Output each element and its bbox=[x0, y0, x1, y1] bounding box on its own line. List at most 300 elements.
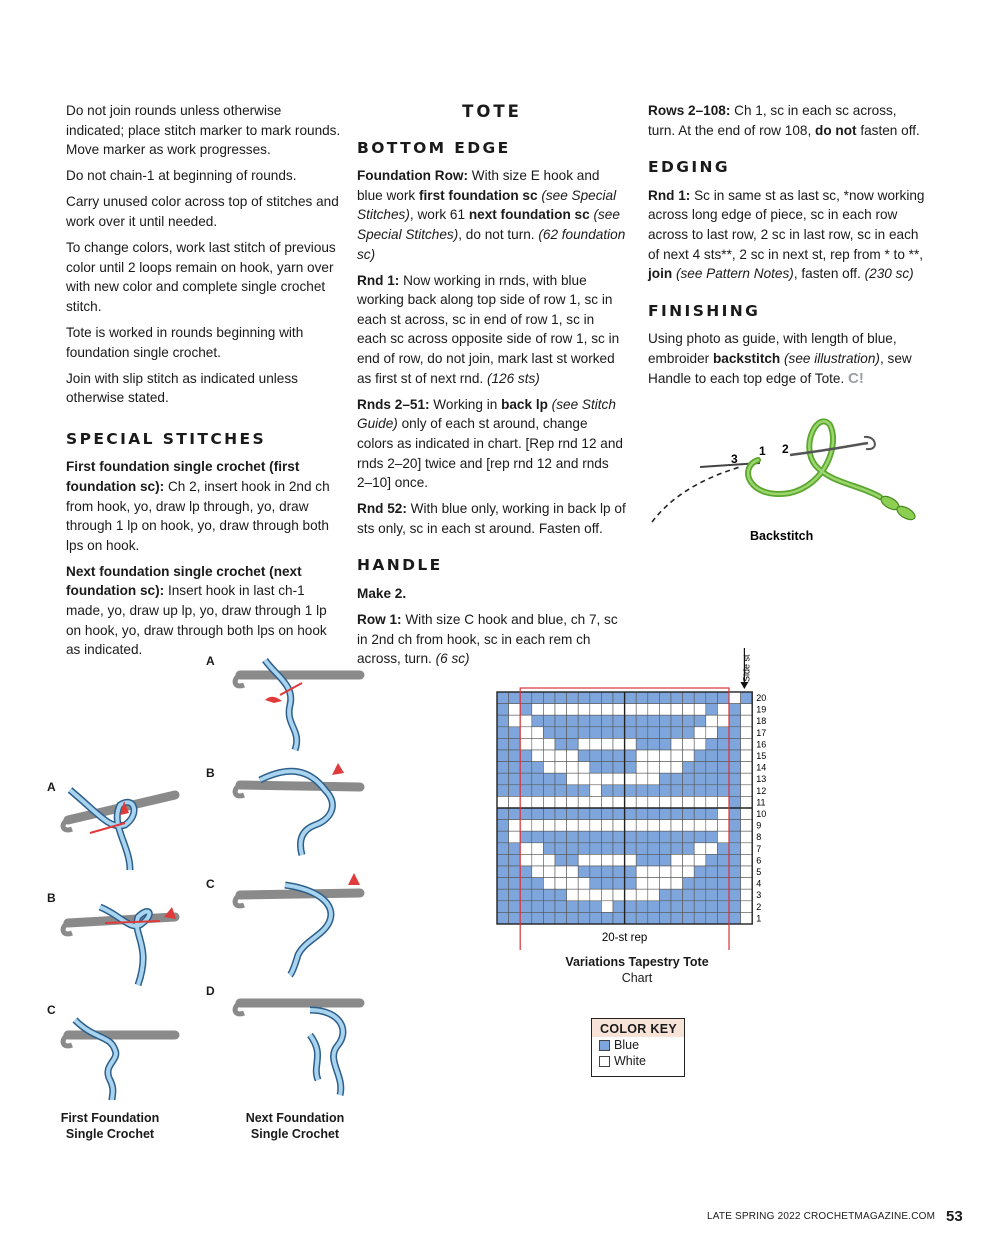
white-swatch bbox=[599, 1056, 610, 1067]
chart-cell bbox=[555, 750, 567, 762]
rows-2-108-instruction bbox=[648, 101, 926, 140]
chart-cell bbox=[625, 820, 637, 832]
chart-cell bbox=[636, 843, 648, 855]
chart-cell bbox=[741, 866, 753, 878]
chart-cell bbox=[509, 796, 521, 808]
special-stitches-heading: SPECIAL STITCHES bbox=[66, 429, 267, 448]
side-st-label: Side st bbox=[741, 654, 752, 682]
text-run: do not bbox=[815, 122, 857, 138]
chart-cell bbox=[613, 727, 625, 739]
chart-cell bbox=[671, 715, 683, 727]
text-run: (62 foundation sc) bbox=[357, 226, 626, 262]
chart-cell bbox=[659, 727, 671, 739]
round-52-term: Rnd 52: bbox=[357, 501, 407, 517]
chart-cell bbox=[578, 773, 590, 785]
chart-cell bbox=[555, 889, 567, 901]
chart-cell bbox=[729, 773, 741, 785]
chart-cell bbox=[741, 843, 753, 855]
chart-cell bbox=[543, 808, 555, 820]
chart-cell bbox=[497, 889, 509, 901]
chart-cell bbox=[497, 796, 509, 808]
row-number: 20 bbox=[756, 693, 767, 703]
chart-cell bbox=[706, 727, 718, 739]
chart-cell bbox=[509, 912, 521, 924]
chart-cell bbox=[717, 762, 729, 774]
chart-cell bbox=[706, 854, 718, 866]
chart-cell bbox=[601, 727, 613, 739]
chart-cell bbox=[613, 866, 625, 878]
chart-cell bbox=[683, 843, 695, 855]
chart-cell bbox=[694, 831, 706, 843]
chart-cell bbox=[555, 866, 567, 878]
row-number: 6 bbox=[756, 855, 762, 866]
chart-cell bbox=[497, 738, 509, 750]
chart-cell bbox=[613, 808, 625, 820]
chart-cell bbox=[648, 808, 660, 820]
chart-cell bbox=[497, 912, 509, 924]
note-carry-color: Carry unused color across top of stitches and work over it until needed. bbox=[66, 194, 339, 229]
round-52-instruction bbox=[357, 499, 627, 538]
chart-cell bbox=[520, 715, 532, 727]
chart-cell bbox=[578, 854, 590, 866]
chart-cell bbox=[741, 808, 753, 820]
chart-cell bbox=[671, 738, 683, 750]
chart-cell bbox=[555, 796, 567, 808]
handle-heading: HANDLE bbox=[357, 556, 443, 575]
chart-cell bbox=[671, 704, 683, 716]
chart-cell bbox=[671, 889, 683, 901]
chart-cell bbox=[648, 854, 660, 866]
backstitch-point-1: 1 bbox=[759, 444, 766, 458]
chart-cell bbox=[578, 692, 590, 704]
chart-cell bbox=[717, 773, 729, 785]
chart-cell bbox=[683, 785, 695, 797]
chart-cell bbox=[567, 866, 579, 878]
chart-cell bbox=[729, 692, 741, 704]
chart-cell bbox=[590, 796, 602, 808]
chart-cell bbox=[567, 831, 579, 843]
chart-cell bbox=[590, 912, 602, 924]
step-label: A bbox=[47, 780, 56, 794]
white-label: White bbox=[614, 1054, 646, 1068]
chart-cell bbox=[706, 808, 718, 820]
chart-cell bbox=[567, 785, 579, 797]
chart-cell bbox=[555, 912, 567, 924]
text-run: back lp bbox=[501, 396, 548, 412]
chart-cell bbox=[683, 704, 695, 716]
chart-cell bbox=[694, 704, 706, 716]
backstitch-point-2: 2 bbox=[782, 442, 789, 456]
next-foundation-caption bbox=[225, 1110, 365, 1142]
side-st-arrowhead bbox=[740, 682, 748, 689]
chart-cell bbox=[659, 866, 671, 878]
chart-cell bbox=[729, 831, 741, 843]
text-run: Sc in same st as last sc, *now working across long edge of piece, sc in each row across to last row, 2 sc in last row, sc in each of next 4 sts**, 2 sc in next st, rep from * to **, bbox=[648, 187, 925, 262]
chart-cell bbox=[590, 831, 602, 843]
chart-cell bbox=[625, 854, 637, 866]
chart-cell bbox=[729, 704, 741, 716]
chart-cell bbox=[578, 750, 590, 762]
chart-cell bbox=[741, 738, 753, 750]
step-label: D bbox=[206, 984, 215, 998]
text-run: With size E hook and blue work bbox=[357, 168, 600, 203]
chart-cell bbox=[636, 692, 648, 704]
chart-cell bbox=[625, 808, 637, 820]
chart-cell bbox=[625, 912, 637, 924]
chart-cell bbox=[590, 692, 602, 704]
rows-term: Rows 2–108: bbox=[648, 103, 731, 118]
caption-line: Single Crochet bbox=[65, 1127, 155, 1141]
chart-cell bbox=[532, 843, 544, 855]
red-arrow bbox=[265, 697, 282, 703]
chart-cell bbox=[520, 750, 532, 762]
chart-cell bbox=[601, 796, 613, 808]
chart-cell bbox=[578, 738, 590, 750]
chart-cell bbox=[648, 727, 660, 739]
chart-cell bbox=[578, 762, 590, 774]
chart-cell bbox=[509, 808, 521, 820]
chart-cell bbox=[706, 866, 718, 878]
chart-cell bbox=[671, 820, 683, 832]
foundation-row-instruction bbox=[357, 166, 627, 264]
chart-cell bbox=[543, 854, 555, 866]
chart-cell bbox=[613, 692, 625, 704]
chart-cell bbox=[509, 750, 521, 762]
chart-cell bbox=[567, 762, 579, 774]
chart-cell bbox=[625, 843, 637, 855]
chart-cell bbox=[497, 843, 509, 855]
chart-cell bbox=[601, 854, 613, 866]
page-number: 53 bbox=[946, 1208, 963, 1225]
chart-cell bbox=[636, 889, 648, 901]
chart-cell bbox=[671, 785, 683, 797]
chart-cell bbox=[706, 704, 718, 716]
chart-cell bbox=[520, 785, 532, 797]
chart-cell bbox=[567, 901, 579, 913]
chart-cell bbox=[567, 727, 579, 739]
color-key-blue-row bbox=[592, 1037, 684, 1053]
chart-cell bbox=[555, 785, 567, 797]
text-run: , sew Handle to each top edge of Tote. bbox=[648, 350, 912, 386]
row-number: 5 bbox=[756, 867, 762, 877]
chart-cell bbox=[509, 820, 521, 832]
chart-cell bbox=[671, 750, 683, 762]
chart-cell bbox=[671, 854, 683, 866]
chart-cell bbox=[729, 866, 741, 878]
backstitch-point-3: 3 bbox=[731, 452, 738, 466]
chart-cell bbox=[717, 878, 729, 890]
chart-cell bbox=[706, 785, 718, 797]
chart-cell bbox=[555, 808, 567, 820]
chart-cell bbox=[706, 750, 718, 762]
chart-cell bbox=[543, 762, 555, 774]
chart-cell bbox=[741, 704, 753, 716]
chart-cell bbox=[636, 738, 648, 750]
chart-cell bbox=[578, 878, 590, 890]
chart-cell bbox=[520, 843, 532, 855]
chart-cell bbox=[532, 692, 544, 704]
first-foundation-step-b bbox=[63, 907, 176, 985]
chart-cell bbox=[613, 820, 625, 832]
chart-cell bbox=[590, 854, 602, 866]
chart-cell bbox=[613, 843, 625, 855]
chart-cell bbox=[555, 878, 567, 890]
chart-cell bbox=[509, 762, 521, 774]
chart-cell bbox=[567, 738, 579, 750]
row-number: 1 bbox=[756, 913, 762, 924]
chart-cell bbox=[729, 715, 741, 727]
bottom-edge-heading: BOTTOM EDGE bbox=[357, 138, 511, 157]
chart-cell bbox=[520, 831, 532, 843]
chart-cell bbox=[567, 889, 579, 901]
chart-cell bbox=[659, 912, 671, 924]
chart-cell bbox=[625, 692, 637, 704]
chart-cell bbox=[648, 738, 660, 750]
chart-cell bbox=[659, 843, 671, 855]
chart-cell bbox=[648, 901, 660, 913]
row-number: 14 bbox=[756, 762, 767, 773]
chart-cell bbox=[636, 773, 648, 785]
text-run: Now working in rnds, with blue working back along top side of row 1, sc in each st across, sc in end of row 1, sc in each sc across opposite side of row 1, sc in end of row, do not join, mark last st worked as first st of next rnd. bbox=[357, 272, 620, 386]
chart-cell bbox=[601, 866, 613, 878]
chart-cell bbox=[497, 878, 509, 890]
chart-cell bbox=[659, 796, 671, 808]
edging-heading: EDGING bbox=[648, 158, 731, 177]
chart-cell bbox=[590, 901, 602, 913]
chart-cell bbox=[729, 808, 741, 820]
chart-cell bbox=[625, 889, 637, 901]
row-number: 11 bbox=[756, 797, 766, 808]
chart-cell bbox=[694, 738, 706, 750]
chart-cell bbox=[555, 692, 567, 704]
chart-cell bbox=[648, 692, 660, 704]
chart-cell bbox=[625, 901, 637, 913]
chart-cell bbox=[543, 715, 555, 727]
chart-cell bbox=[509, 727, 521, 739]
chart-cell bbox=[636, 750, 648, 762]
chart-cell bbox=[543, 912, 555, 924]
chart-cell bbox=[625, 727, 637, 739]
chart-cell bbox=[613, 854, 625, 866]
next-foundation-step-a bbox=[235, 660, 360, 750]
chart-cell bbox=[520, 912, 532, 924]
chart-cell bbox=[659, 773, 671, 785]
chart-cell bbox=[683, 808, 695, 820]
chart-cell bbox=[578, 727, 590, 739]
chart-cell bbox=[706, 831, 718, 843]
chart-cell bbox=[717, 831, 729, 843]
chart-cell bbox=[659, 901, 671, 913]
color-key-white-row bbox=[592, 1053, 684, 1069]
chart-cell bbox=[555, 854, 567, 866]
chart-cell bbox=[520, 773, 532, 785]
chart-cell bbox=[543, 727, 555, 739]
chart-cell bbox=[543, 889, 555, 901]
chart-cell bbox=[555, 738, 567, 750]
chart-cell bbox=[648, 878, 660, 890]
chart-cell bbox=[717, 866, 729, 878]
chart-cell bbox=[659, 831, 671, 843]
chart-cell bbox=[555, 762, 567, 774]
backstitch-dashed-path bbox=[652, 467, 740, 522]
chart-cell bbox=[706, 715, 718, 727]
rounds-2-51-term: Rnds 2–51: bbox=[357, 396, 430, 412]
chart-cell bbox=[659, 854, 671, 866]
chart-cell bbox=[567, 843, 579, 855]
round-1-term: Rnd 1: bbox=[357, 272, 400, 288]
chart-cell bbox=[671, 796, 683, 808]
chart-cell bbox=[717, 796, 729, 808]
chart-cell bbox=[648, 831, 660, 843]
chart-cell bbox=[532, 808, 544, 820]
chart-cell bbox=[532, 796, 544, 808]
chart-cell bbox=[532, 901, 544, 913]
green-yarn bbox=[748, 421, 880, 497]
chart-cell bbox=[671, 692, 683, 704]
text-run: only of each st around, change colors as indicated in chart. [Rep rnd 12 and rnds 2–20] twice and [rep rnd 12 and rnds 2–10] once. bbox=[357, 416, 623, 491]
chart-cell bbox=[590, 820, 602, 832]
chart-cell bbox=[683, 854, 695, 866]
backstitch-label: Backstitch bbox=[750, 529, 814, 543]
chart-cell bbox=[532, 866, 544, 878]
chart-cell bbox=[590, 843, 602, 855]
chart-cell bbox=[532, 715, 544, 727]
chart-cell bbox=[648, 843, 660, 855]
red-arrow bbox=[348, 873, 360, 885]
chart-cell bbox=[543, 796, 555, 808]
ffsc-term: First foundation single crochet (first foundation sc): bbox=[66, 459, 300, 494]
backstitch-illustration bbox=[640, 405, 930, 545]
row-number: 17 bbox=[756, 727, 767, 738]
tote-title: TOTE bbox=[462, 102, 522, 121]
text-run: fasten off. bbox=[856, 122, 920, 138]
chart-cell bbox=[636, 831, 648, 843]
chart-cell bbox=[741, 762, 753, 774]
chart-cell bbox=[694, 727, 706, 739]
chart-cell bbox=[555, 773, 567, 785]
chart-cell bbox=[717, 692, 729, 704]
chart-cell bbox=[532, 889, 544, 901]
edging-round-1-instruction bbox=[648, 186, 926, 284]
chart-cell bbox=[601, 843, 613, 855]
step-label: C bbox=[47, 1003, 56, 1017]
row-1-term: Row 1: bbox=[357, 612, 402, 628]
text-run: (6 sc) bbox=[435, 651, 470, 667]
chart-cell bbox=[613, 878, 625, 890]
row-number: 8 bbox=[756, 832, 762, 843]
first-foundation-step-a bbox=[63, 790, 175, 870]
chart-cell bbox=[659, 889, 671, 901]
foundation-sc-illustrations bbox=[40, 655, 365, 1100]
chart-cell bbox=[532, 762, 544, 774]
chart-cell bbox=[671, 866, 683, 878]
chart-cell bbox=[683, 912, 695, 924]
chart-cell bbox=[648, 762, 660, 774]
yarn-bead bbox=[895, 504, 917, 523]
caption-line: Single Crochet bbox=[250, 1127, 340, 1141]
chart-cell bbox=[555, 901, 567, 913]
chart-cell bbox=[659, 704, 671, 716]
chart-cell bbox=[613, 901, 625, 913]
chart-cell bbox=[520, 854, 532, 866]
chart-cell bbox=[694, 901, 706, 913]
chart-cell bbox=[717, 750, 729, 762]
chart-cell bbox=[613, 750, 625, 762]
chart-cell bbox=[601, 901, 613, 913]
chart-cell bbox=[555, 843, 567, 855]
chart-cell bbox=[590, 889, 602, 901]
chart-cell bbox=[509, 704, 521, 716]
make-2: Make 2. bbox=[357, 585, 407, 601]
chart-cell bbox=[543, 866, 555, 878]
row-number: 13 bbox=[756, 774, 767, 785]
chart-cell bbox=[683, 796, 695, 808]
chart-cell bbox=[671, 727, 683, 739]
chart-cell bbox=[683, 831, 695, 843]
chart-cell bbox=[497, 831, 509, 843]
note-tote-rounds: Tote is worked in rounds beginning with foundation single crochet. bbox=[66, 324, 304, 360]
chart-cell bbox=[567, 878, 579, 890]
chart-cell bbox=[601, 889, 613, 901]
chart-cell bbox=[625, 866, 637, 878]
chart-cell bbox=[613, 762, 625, 774]
blue-label: Blue bbox=[614, 1038, 640, 1052]
chart-cell bbox=[520, 866, 532, 878]
chart-cell bbox=[590, 762, 602, 774]
row-number: 12 bbox=[756, 785, 767, 796]
chart-cell bbox=[543, 820, 555, 832]
step-label: A bbox=[206, 654, 215, 668]
chart-cell bbox=[694, 773, 706, 785]
chart-cell bbox=[741, 831, 753, 843]
chart-cell bbox=[671, 808, 683, 820]
chart-cell bbox=[671, 831, 683, 843]
chart-cell bbox=[520, 796, 532, 808]
chart-cell bbox=[729, 785, 741, 797]
chart-cell bbox=[625, 773, 637, 785]
chart-cell bbox=[601, 831, 613, 843]
chart-cell bbox=[520, 727, 532, 739]
chart-cell bbox=[590, 808, 602, 820]
chart-cell bbox=[741, 878, 753, 890]
chart-cell bbox=[741, 715, 753, 727]
chart-cell bbox=[613, 912, 625, 924]
chart-cell bbox=[706, 843, 718, 855]
chart-cell bbox=[683, 820, 695, 832]
chart-cell bbox=[497, 854, 509, 866]
chart-cell bbox=[532, 912, 544, 924]
chart-cell bbox=[497, 750, 509, 762]
note-change-colors: To change colors, work last stitch of previous color until 2 loops remain on hook, yarn over with new color and complete single crochet stitch. bbox=[66, 240, 336, 314]
finishing-instruction bbox=[648, 329, 926, 388]
chart-cell bbox=[694, 878, 706, 890]
chart-cell bbox=[509, 878, 521, 890]
chart-cell bbox=[532, 773, 544, 785]
chart-cell bbox=[543, 901, 555, 913]
chart-cell bbox=[625, 762, 637, 774]
chart-cell bbox=[683, 692, 695, 704]
crochet-hook bbox=[240, 785, 360, 787]
chart-cell bbox=[625, 796, 637, 808]
chart-cell bbox=[671, 912, 683, 924]
chart-cell bbox=[706, 820, 718, 832]
chart-title: Variations Tapestry Tote bbox=[565, 955, 709, 969]
chart-cell bbox=[717, 889, 729, 901]
chart-cell bbox=[509, 773, 521, 785]
chart-cell bbox=[694, 796, 706, 808]
chart-cell bbox=[636, 820, 648, 832]
chart-cell bbox=[567, 692, 579, 704]
